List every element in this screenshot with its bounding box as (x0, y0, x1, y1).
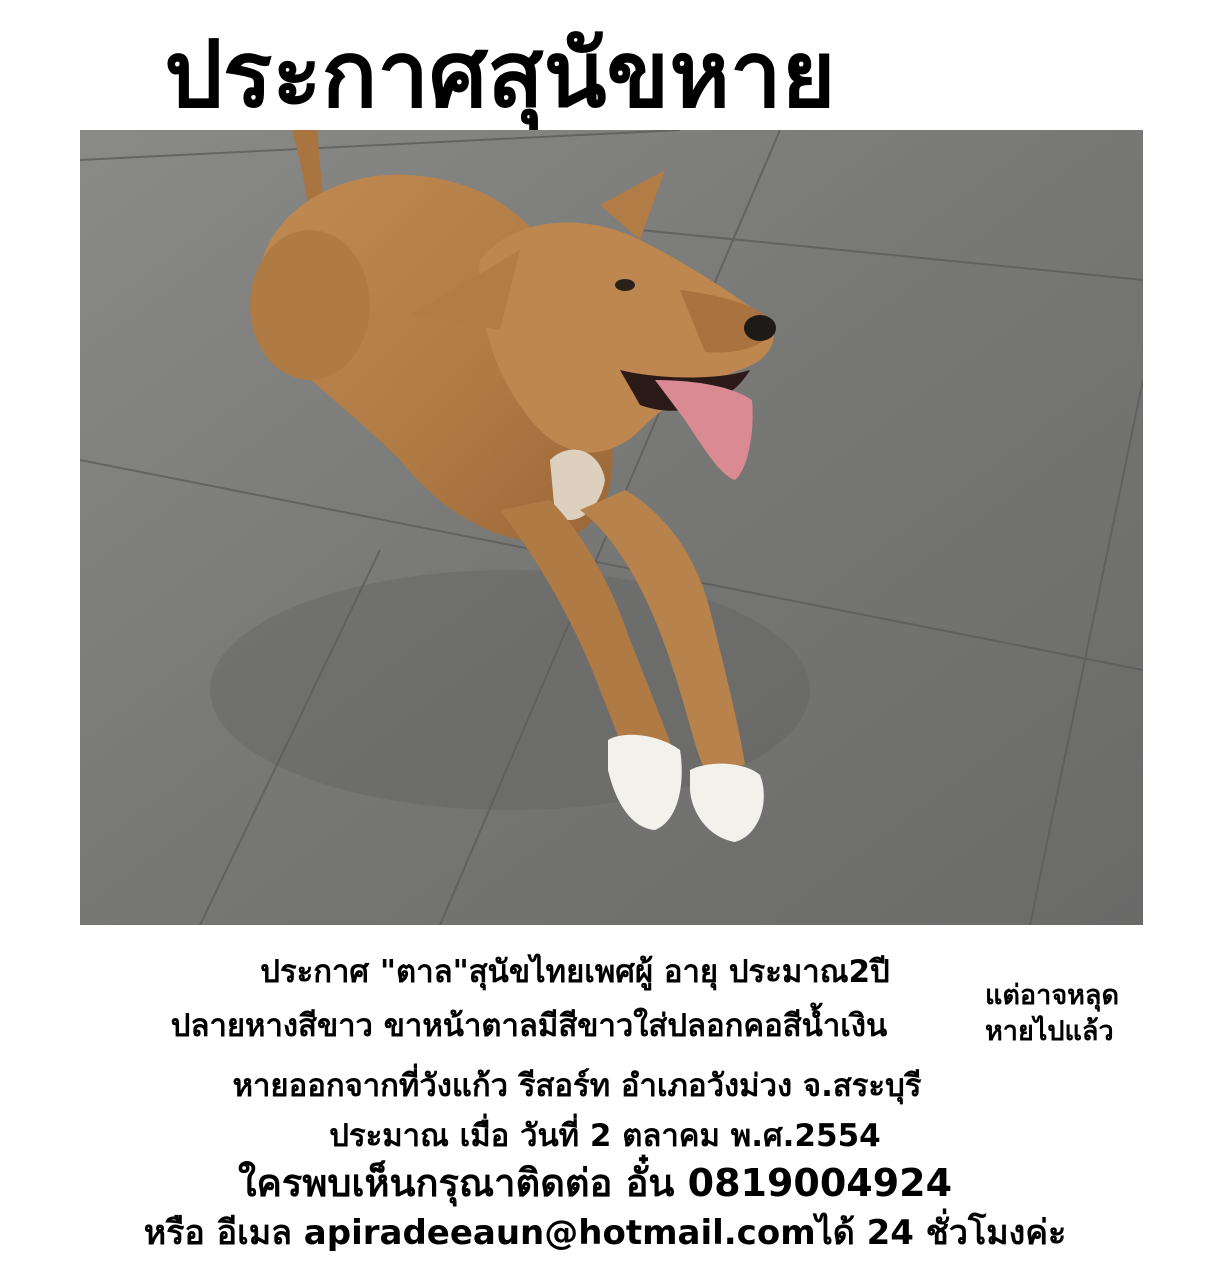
notice-line-contact-phone: ใครพบเห็นกรุณาติดต่อ อั๋น 0819004924 (237, 1161, 953, 1205)
notice-line-contact-email: หรือ อีเมล apiradeeaun@hotmail.comได้ 24 ชั่วโมงค่ะ (143, 1213, 1067, 1253)
dog-photo (80, 130, 1143, 925)
poster-title: ประกาศสุนัขหาย (164, 21, 836, 128)
notice-line-description: ประกาศ "ตาล"สุนัขไทยเพศผู้ อายุ ประมาณ2ปี (260, 954, 890, 990)
notice-line-markings: ปลายหางสีขาว ขาหน้าตาลมีสีขาวใส่ปลอกคอสีน้ำเงิน (170, 1008, 888, 1044)
notice-line-date: ประมาณ เมื่อ วันที่ 2 ตลาคม พ.ศ.2554 (329, 1118, 881, 1154)
notice-collar-note-line1: แต่อาจหลุด (985, 980, 1120, 1011)
notice-collar-note-line2: หายไปแล้ว (985, 1016, 1114, 1047)
notice-line-location: หายออกจากที่วังแก้ว รีสอร์ท อำเภอวังม่วง จ.สระบุรี (232, 1068, 922, 1104)
notice-collar-note (985, 978, 1119, 1050)
